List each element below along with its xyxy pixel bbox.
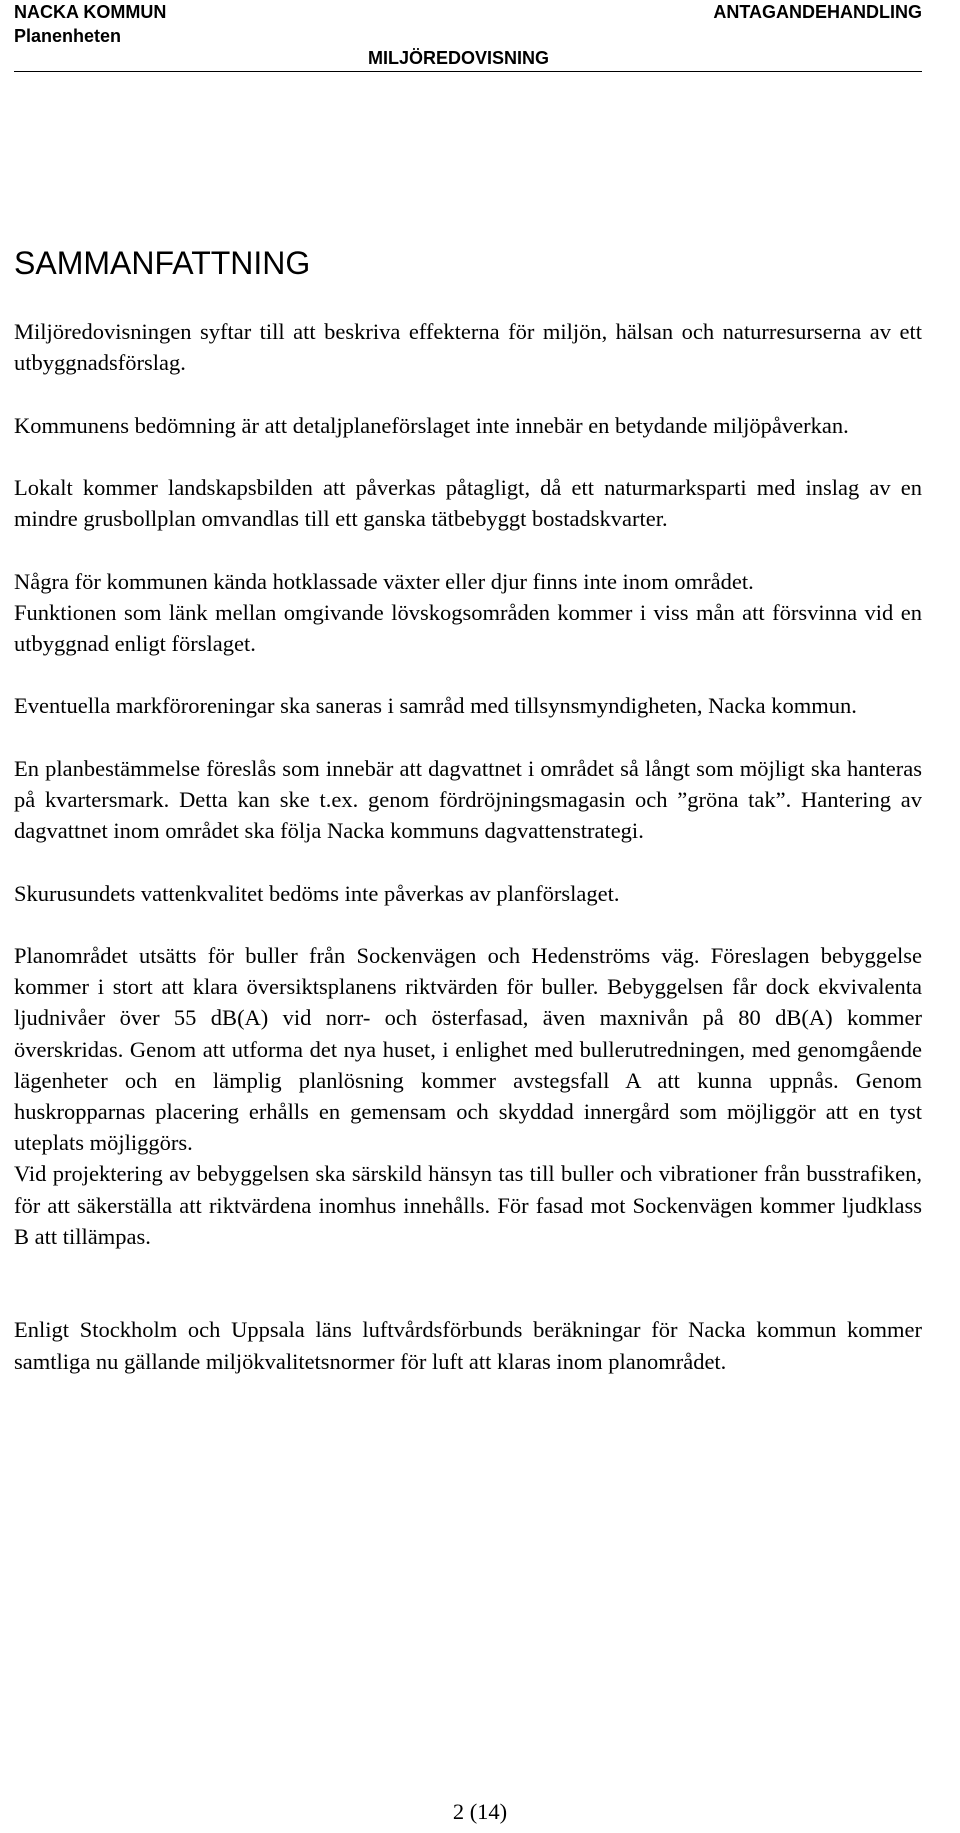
paragraph-assessment: Kommunens bedömning är att detaljplaneförslaget inte innebär en betydande miljöpåverkan. xyxy=(14,412,849,438)
paragraph-corridor: Funktionen som länk mellan omgivande lövskogsområden kommer i viss mån att försvinna vid en utbyggnad enligt förslaget. xyxy=(14,599,922,656)
paragraph-vibrations: Vid projektering av bebyggelsen ska särskild hänsyn tas till buller och vibrationer från busstrafiken, för att säkerställa att riktvärdena inomhus innehålls. För fasad mot Sockenvägen kommer ljudklass B att tillämpas. xyxy=(14,1161,922,1249)
section-title: SAMMANFATTNING xyxy=(14,245,311,281)
paragraph-landscape: Lokalt kommer landskapsbilden att påverkas påtagligt, då ett naturmarksparti med inslag av en mindre grusbollplan omvandlas till ett ganska tätbebyggt bostadskvarter. xyxy=(14,474,922,532)
paragraph-species: Några för kommunen kända hotklassade växter eller djur finns inte inom området. xyxy=(14,568,754,594)
paragraph-air-quality: Enligt Stockholm och Uppsala läns luftvårdsförbunds beräkningar för Nacka kommun kommer samtliga nu gällande miljökvalitetsnormer för luft att klaras inom planområdet. xyxy=(14,1317,922,1374)
page-number: 2 (14) xyxy=(452,1799,508,1824)
header-rule xyxy=(14,71,922,72)
paragraph-noise: Planområdet utsätts för buller från Sockenvägen och Hedenströms väg. Föreslagen bebyggelse kommer i stort att klara översiktsplanens riktvärden för buller. Bebyggelsen får dock ekvivalenta ljudnivåer över 55 dB(A) vid norr- och österfasad, även maxnivån på 80 dB(A) kommer överskridas. Genom att utforma det nya huset, i enlighet med bullerutredningen, med genomgående lägenheter och en lämplig planlösning kommer avstegsfall A att kunna uppnås. Genom huskropparnas placering erhålls en gemensam och skyddad innergård som möjliggör att en tyst uteplats möjliggörs. xyxy=(14,942,922,1156)
paragraph-contamination: Eventuella markföroreningar ska saneras i samråd med tillsynsmyndigheten, Nacka kommun. xyxy=(14,693,857,719)
header-department: Planenheten xyxy=(14,26,122,46)
header-doc-type: MILJÖREDOVISNING xyxy=(368,48,550,68)
paragraph-purpose: Miljöredovisningen syftar till att beskriva effekterna för miljön, hälsan och naturresurserna av ett utbyggnadsförslag. xyxy=(14,319,922,376)
header-stage: ANTAGANDEHANDLING xyxy=(713,2,922,22)
paragraph-stormwater: En planbestämmelse föreslås som innebär att dagvattnet i området så långt som möjligt ska hanteras på kvartersmark. Detta kan ske t.ex. genom fördröjningsmagasin och ”gröna tak”. Hantering av dagvattnet inom området ska följa Nacka kommuns dagvattenstrategi. xyxy=(14,755,922,844)
header-org: NACKA KOMMUN xyxy=(14,2,167,22)
document-body xyxy=(14,316,922,1377)
paragraph-water-quality: Skurusundets vattenkvalitet bedöms inte påverkas av planförslaget. xyxy=(14,880,620,906)
